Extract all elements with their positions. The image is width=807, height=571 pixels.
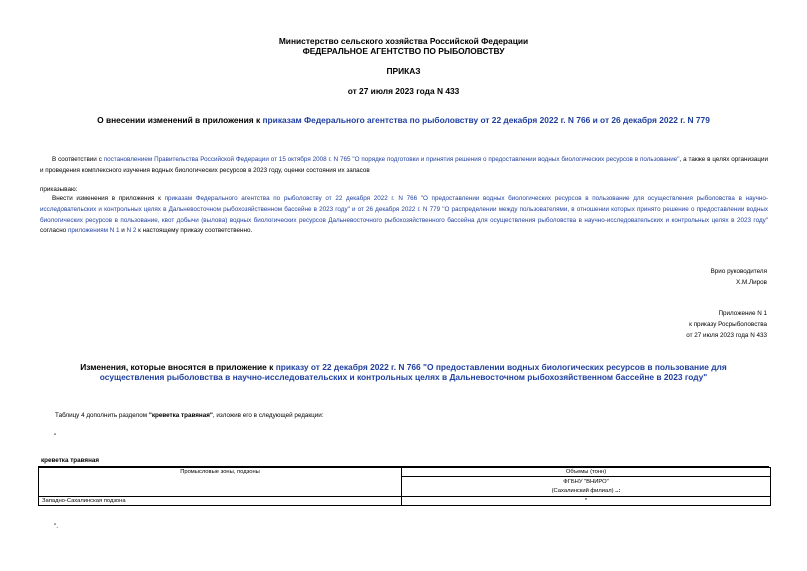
signature-name: Х.М.Лиров xyxy=(736,278,767,286)
appendix-line-3: от 27 июля 2023 года N 433 xyxy=(686,331,767,339)
p2-text-b: согласно xyxy=(40,227,68,235)
quota-table xyxy=(38,467,770,506)
org-mark: ..: xyxy=(615,487,621,494)
p1-text-a: В соответствии с xyxy=(52,156,104,163)
signature-position: Врио руководителя xyxy=(710,268,767,275)
value-cell: * xyxy=(402,497,771,506)
quote-close: ". xyxy=(54,523,58,530)
appendix-line-1: Приложение N 1 xyxy=(718,310,767,317)
document-type: ПРИКАЗ xyxy=(386,66,421,76)
p1-link-decree[interactable]: постановлением Правительства Российской Федерации от 15 октября 2008 г. N 765 "О порядке подготовки и принятия решения о предоставлении водных биологических ресурсов в пользование" xyxy=(103,156,680,163)
document-date: от 27 июля 2023 года N 433 xyxy=(347,86,460,96)
col-header-volumes: Объемы (тонн) xyxy=(402,468,771,477)
title-link[interactable]: приказам Федерального агентства по рыболовству от 22 декабря 2022 г. N 766 и от 26 декабря 2022 г. N 779 xyxy=(262,115,710,125)
p2-link-appendix-1[interactable]: приложениям N 1 xyxy=(67,227,120,235)
col-header-zones: Промысловые зоны, подзоны xyxy=(39,468,402,497)
p2-text-c: и xyxy=(119,227,127,235)
agency-name: ФЕДЕРАЛЬНОЕ АГЕНТСТВО ПО РЫБОЛОВСТВУ xyxy=(302,46,505,56)
ministry-name: Министерство сельского хозяйства Российской Федерации xyxy=(278,36,529,46)
instruction-a: Таблицу 4 дополнить разделом xyxy=(55,412,149,419)
table-header-row xyxy=(39,468,771,477)
document-title xyxy=(20,115,787,125)
p2-link-appendix-2[interactable]: N 2 xyxy=(126,227,137,235)
paragraph-basis xyxy=(40,155,768,177)
org-cell xyxy=(402,477,771,497)
p1-text-b: , а также в целях организации и проведения комплексного изучения водных биологических ресурсов в 2023 году, оценки состояния их запасов xyxy=(40,156,768,174)
title-prefix: О внесении изменений в приложения к xyxy=(97,115,263,125)
instruction-text xyxy=(55,411,324,422)
p2-text-d: к настоящему приказу соответственно. xyxy=(136,227,253,235)
instruction-b: , изложив его в следующей редакции: xyxy=(212,412,324,419)
table-row xyxy=(39,497,771,506)
p2-text-a: Внести изменения в приложения к xyxy=(52,195,165,202)
orders-word: приказываю: xyxy=(40,186,78,193)
appendix-block xyxy=(686,309,767,341)
changes-title-prefix: Изменения, которые вносятся в приложение к xyxy=(80,362,276,372)
section-heading: креветка травяная xyxy=(41,457,100,464)
p2-link-orders[interactable]: приказам Федерального агентства по рыболовству от 22 декабря 2022 г. N 766 "О предоставлении водных биологических ресурсов в пользование для осуществления рыболовства в научно-исследовательских и контрольных целях в Дальневосточном рыбохозяйственном бассейне в 2023 году" и от 26 декабря 2022 г. N 779 "О распределении между пользователями, в отношении которых принято решение о предоставлении водных биологических ресурсов в пользование, квот добычи (вылова) водных биологических ресурсов Дальневосточного рыбохозяйственного бассейна для осуществления рыболовства в научно-исследовательских и контрольных целях в 2023 году" xyxy=(40,195,769,224)
org-line-1: ФГБНУ "ВНИРО" xyxy=(563,479,609,485)
quote-open: " xyxy=(54,433,57,440)
appendix-line-2: к приказу Росрыболовства xyxy=(689,320,767,328)
org-line-2-wrap xyxy=(405,487,767,496)
zone-cell: Западно-Сахалинская подзона xyxy=(39,497,402,506)
paragraph-changes xyxy=(40,194,768,237)
changes-title xyxy=(55,362,752,382)
org-line-2: (Сахалинский филиал) xyxy=(551,487,614,494)
instruction-bold: "креветка травяная" xyxy=(148,412,213,419)
signature-block xyxy=(711,267,767,289)
changes-title-link[interactable]: приказу от 22 декабря 2022 г. N 766 "О предоставлении водных биологических ресурсов в пользование для осуществления рыболовства в научно-исследовательских и контрольных целях в Дальневосточном рыбохозяйственном бассейне в 2023 году" xyxy=(99,362,727,382)
